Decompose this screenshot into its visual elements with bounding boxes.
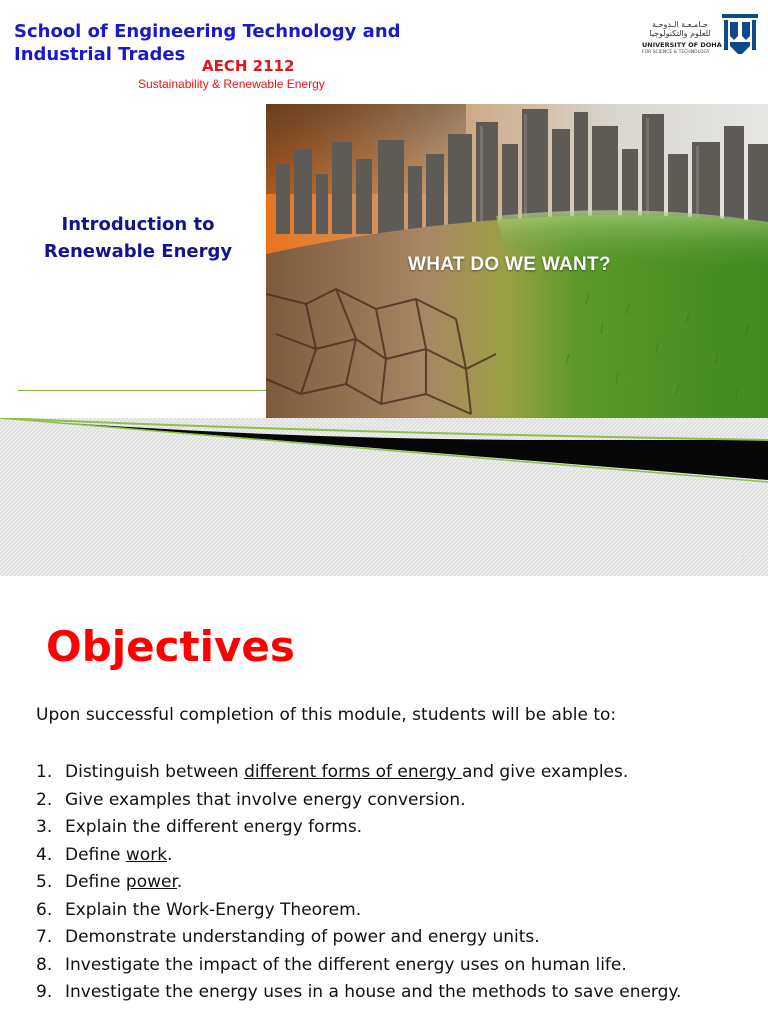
objective-text-pre: Investigate the impact of the different energy uses on human life. [65,954,627,975]
course-title: Sustainability & Renewable Energy [138,77,325,91]
university-name: UNIVERSITY OF DOHA [642,41,722,49]
udst-emblem-icon [722,14,758,58]
objective-text [65,814,736,842]
objective-number: 4. [36,844,53,865]
objective-item [36,897,736,925]
objective-item [36,842,736,870]
objective-number: 6. [36,899,53,920]
objective-item [36,924,736,952]
green-divider-line [18,390,266,391]
objective-text [65,979,736,1007]
objective-item [36,979,736,1007]
objectives-intro: Upon successful completion of this module, students will be able to: [36,705,617,725]
objective-text-post: . [167,844,173,865]
objective-text-post: and give examples. [462,762,629,782]
objective-text [65,759,736,787]
objective-item [36,814,736,842]
objective-item [36,952,736,980]
objective-text [65,869,736,897]
objective-hyperlink[interactable]: work [125,844,168,865]
course-code: AECH 2112 [202,57,295,75]
objective-text-pre: Give examples that involve energy conversion. [65,789,466,810]
objective-text-pre: Investigate the energy uses in a house and the methods to save energy. [65,982,682,1002]
objective-text-post: . [176,872,183,892]
objective-text-pre: Distinguish between [65,762,245,782]
objective-text [65,842,736,870]
decorative-footer-band [0,418,768,576]
objective-text-pre: Define [65,872,126,892]
objective-text [65,897,736,925]
objective-text-pre: Explain the Work-Energy Theorem. [65,899,362,920]
objectives-list [36,759,736,1007]
objective-number: 3. [36,817,53,837]
university-logo [640,14,758,62]
objective-number: 1. [36,762,53,782]
objective-text-pre: Define [65,844,126,865]
objective-hyperlink[interactable]: power [125,872,177,892]
objective-item [36,787,736,815]
objective-number: 2. [36,789,53,810]
objectives-heading: Objectives [46,622,295,671]
objective-item [36,759,736,787]
objective-hyperlink[interactable]: different forms of energy [244,762,463,782]
objective-text-pre: Explain the different energy forms. [65,817,363,837]
objective-number: 8. [36,954,53,975]
objective-text-pre: Demonstrate understanding of power and energy units. [65,927,540,947]
objective-number: 9. [36,982,53,1002]
objective-item [36,869,736,897]
page-number: 1 [741,555,747,565]
hero-caption: WHAT DO WE WANT? [408,254,611,275]
objective-number: 5. [36,872,53,892]
objective-text [65,952,736,980]
objective-text [65,787,736,815]
lecture-title: Introduction to Renewable Energy [43,214,233,262]
university-subtitle: FOR SCIENCE & TECHNOLOGY [642,50,710,55]
university-arabic-name: جـامـعـة الـدوحـة للعلوم والتكنولوجيا [649,20,711,38]
school-name: School of Engineering Technology and Industrial Trades [14,21,401,65]
objective-text [65,924,736,952]
objective-number: 7. [36,927,53,947]
